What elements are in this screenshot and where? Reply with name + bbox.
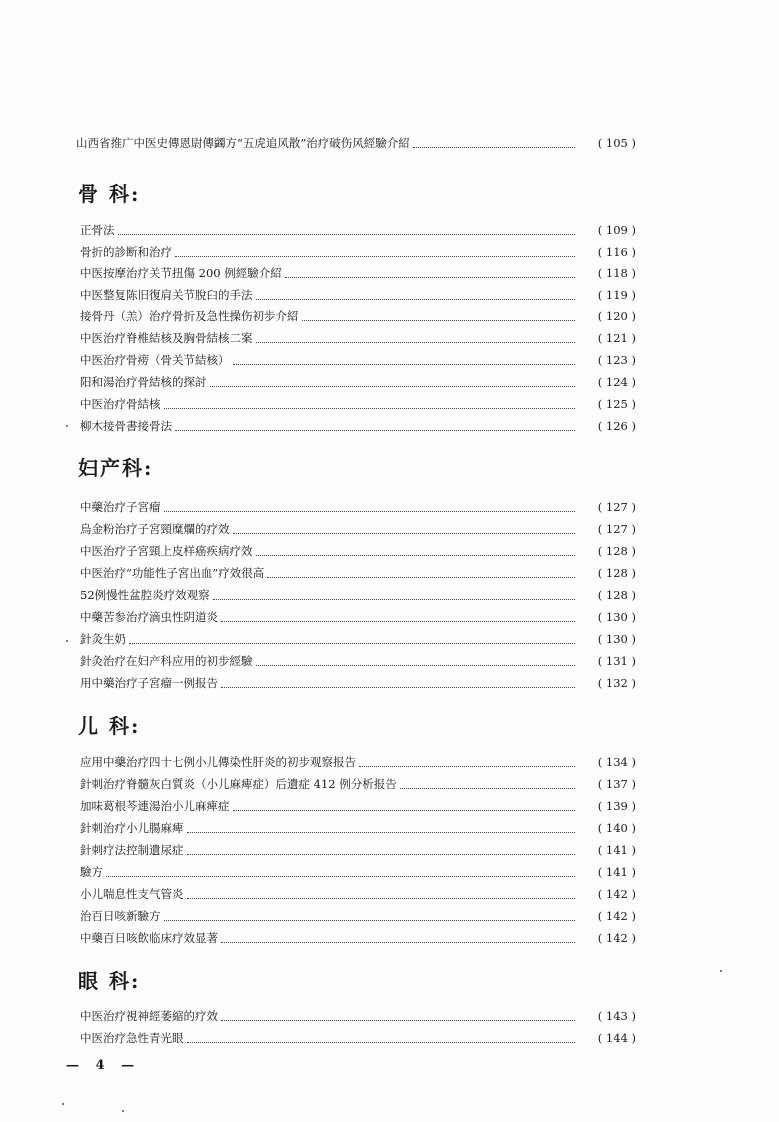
leader-dots bbox=[233, 364, 576, 365]
toc-entry bbox=[80, 350, 636, 370]
toc-entry bbox=[80, 394, 636, 414]
entry-title: 中藥苦参治疗滴虫性阴道炎 bbox=[80, 610, 218, 624]
entry-page: ( 142 ) bbox=[597, 909, 636, 923]
entry-title: 中医治疗骨痨（骨关节結核） bbox=[80, 353, 230, 367]
leader-dots bbox=[233, 810, 576, 811]
scan-speck bbox=[66, 640, 68, 642]
entry-page: ( 105 ) bbox=[597, 136, 636, 150]
toc-entry bbox=[80, 752, 636, 772]
toc-entry bbox=[80, 651, 636, 671]
toc-entry bbox=[80, 563, 636, 583]
toc-entry bbox=[80, 774, 636, 794]
toc-entry bbox=[80, 862, 636, 882]
entry-title: 中医治疗“功能性子宮出血”疗效很高 bbox=[80, 566, 265, 580]
leader-dots bbox=[187, 898, 576, 899]
entry-title: 柳木接骨書接骨法 bbox=[80, 419, 172, 433]
entry-title: 山西省推广中医史傳恩尉傳蠲方“五虎追风散”治疗破伤风經驗介紹 bbox=[76, 136, 410, 150]
entry-title: 針灸生奶 bbox=[80, 632, 126, 646]
entry-page: ( 116 ) bbox=[597, 245, 636, 259]
entry-page: ( 123 ) bbox=[597, 353, 636, 367]
leader-dots bbox=[118, 234, 576, 235]
entry-page: ( 118 ) bbox=[597, 266, 636, 280]
entry-page: ( 131 ) bbox=[597, 654, 636, 668]
entry-page: ( 144 ) bbox=[597, 1031, 636, 1045]
toc-entry bbox=[80, 497, 636, 517]
toc-entry bbox=[80, 673, 636, 693]
entry-page: ( 143 ) bbox=[597, 1009, 636, 1023]
toc-entry bbox=[76, 133, 636, 153]
entry-page: ( 132 ) bbox=[597, 676, 636, 690]
section-heading-orthopedics: 骨 科: bbox=[78, 182, 141, 206]
entry-page: ( 141 ) bbox=[597, 865, 636, 879]
leader-dots bbox=[221, 1020, 575, 1021]
entry-title: 烏金粉治疗子宮頸糜爛的疗效 bbox=[80, 522, 230, 536]
leader-dots bbox=[302, 320, 576, 321]
toc-entry bbox=[80, 416, 636, 436]
entry-page: ( 127 ) bbox=[597, 522, 636, 536]
entry-page: ( 119 ) bbox=[597, 288, 636, 302]
entry-page: ( 142 ) bbox=[597, 931, 636, 945]
entry-title: 中藥百日咳飲临床疗效显著 bbox=[80, 931, 218, 945]
leader-dots bbox=[256, 555, 576, 556]
leader-dots bbox=[400, 788, 575, 789]
entry-page: ( 128 ) bbox=[597, 566, 636, 580]
leader-dots bbox=[129, 643, 575, 644]
toc-entry bbox=[80, 906, 636, 926]
toc-entry bbox=[80, 519, 636, 539]
leader-dots bbox=[221, 621, 575, 622]
entry-page: ( 120 ) bbox=[597, 309, 636, 323]
leader-dots bbox=[175, 430, 575, 431]
entry-page: ( 130 ) bbox=[597, 632, 636, 646]
entry-page: ( 121 ) bbox=[597, 331, 636, 345]
scan-speck bbox=[122, 1110, 124, 1112]
toc-entry bbox=[80, 306, 636, 326]
entry-title: 針刺疗法控制遺尿症 bbox=[80, 843, 184, 857]
leader-dots bbox=[106, 876, 575, 877]
scan-speck bbox=[66, 425, 68, 427]
leader-dots bbox=[256, 342, 576, 343]
leader-dots bbox=[221, 687, 575, 688]
entry-page: ( 141 ) bbox=[597, 843, 636, 857]
toc-entry bbox=[80, 220, 636, 240]
entry-title: 正骨法 bbox=[80, 223, 115, 237]
toc-entry bbox=[80, 884, 636, 904]
scan-speck bbox=[720, 970, 722, 972]
leader-dots bbox=[187, 832, 576, 833]
toc-entry bbox=[80, 818, 636, 838]
entry-page: ( 128 ) bbox=[597, 588, 636, 602]
entry-title: 骨折的診断和治疗 bbox=[80, 245, 172, 259]
entry-page: ( 140 ) bbox=[597, 821, 636, 835]
toc-entry bbox=[80, 629, 636, 649]
entry-title: 52例慢性盆腔炎疗效观察 bbox=[80, 588, 210, 602]
entry-page: ( 142 ) bbox=[597, 887, 636, 901]
toc-entry bbox=[80, 242, 636, 262]
entry-page: ( 127 ) bbox=[597, 500, 636, 514]
entry-title: 加味葛根芩連湯治小儿麻痺症 bbox=[80, 799, 230, 813]
leader-dots bbox=[359, 766, 575, 767]
entry-title: 驗方 bbox=[80, 865, 103, 879]
scan-speck bbox=[62, 1103, 64, 1105]
toc-entry bbox=[80, 285, 636, 305]
entry-page: ( 126 ) bbox=[597, 419, 636, 433]
leader-dots bbox=[233, 533, 576, 534]
toc-entry bbox=[80, 607, 636, 627]
leader-dots bbox=[413, 147, 575, 148]
toc-entry bbox=[80, 263, 636, 283]
leader-dots bbox=[267, 577, 575, 578]
toc-entry bbox=[80, 372, 636, 392]
toc-entry bbox=[80, 928, 636, 948]
entry-page: ( 125 ) bbox=[597, 397, 636, 411]
leader-dots bbox=[164, 920, 576, 921]
entry-title: 中医按摩治疗关节扭傷 200 例經驗介紹 bbox=[80, 266, 282, 280]
entry-title: 中医治疗視神經萎縮的疗效 bbox=[80, 1009, 218, 1023]
entry-title: 針灸治疗在妇产科应用的初步經驗 bbox=[80, 654, 253, 668]
entry-title: 中医治疗骨結核 bbox=[80, 397, 161, 411]
entry-title: 中医整复陈旧復肩关节脫臼的手法 bbox=[80, 288, 253, 302]
entry-page: ( 109 ) bbox=[597, 223, 636, 237]
leader-dots bbox=[213, 599, 575, 600]
leader-dots bbox=[164, 511, 576, 512]
toc-entry bbox=[80, 585, 636, 605]
entry-title: 中医治疗急性青光眼 bbox=[80, 1031, 184, 1045]
toc-entry bbox=[80, 796, 636, 816]
leader-dots bbox=[210, 386, 576, 387]
entry-title: 中医治疗脊椎結核及胸骨結核二案 bbox=[80, 331, 253, 345]
entry-title: 針刺治疗小儿腸麻痺 bbox=[80, 821, 184, 835]
entry-page: ( 124 ) bbox=[597, 375, 636, 389]
entry-page: ( 134 ) bbox=[597, 755, 636, 769]
entry-title: 小儿喘息性支气管炎 bbox=[80, 887, 184, 901]
leader-dots bbox=[285, 277, 575, 278]
entry-page: ( 130 ) bbox=[597, 610, 636, 624]
section-heading-gynecology: 妇产科: bbox=[78, 456, 154, 480]
toc-entry bbox=[80, 541, 636, 561]
toc-entry bbox=[80, 1006, 636, 1026]
entry-title: 治百日咳新驗方 bbox=[80, 909, 161, 923]
leader-dots bbox=[256, 665, 576, 666]
leader-dots bbox=[175, 256, 575, 257]
entry-page: ( 128 ) bbox=[597, 544, 636, 558]
entry-page: ( 137 ) bbox=[597, 777, 636, 791]
entry-title: 中医治疗子宮頸上皮样癌疾病疗效 bbox=[80, 544, 253, 558]
leader-dots bbox=[221, 942, 575, 943]
toc-entry bbox=[80, 840, 636, 860]
section-heading-pediatrics: 儿 科: bbox=[78, 714, 141, 738]
leader-dots bbox=[256, 299, 576, 300]
entry-title: 中藥治疗子宮瘤 bbox=[80, 500, 161, 514]
entry-title: 应用中藥治疗四十七例小儿傳染性肝炎的初步观察报告 bbox=[80, 755, 356, 769]
entry-title: 接骨丹（羔）治疗骨折及急性操伤初步介紹 bbox=[80, 309, 299, 323]
page-number: — 4 — bbox=[66, 1058, 141, 1073]
toc-entry bbox=[80, 328, 636, 348]
entry-title: 針刺治疗脊髓灰白質炎（小儿麻痺症）后遺症 412 例分析报告 bbox=[80, 777, 397, 791]
entry-title: 用中藥治疗子宮瘤一例报告 bbox=[80, 676, 218, 690]
leader-dots bbox=[187, 1042, 576, 1043]
entry-page: ( 139 ) bbox=[597, 799, 636, 813]
leader-dots bbox=[164, 408, 576, 409]
section-heading-ophthalmology: 眼 科: bbox=[78, 969, 141, 993]
toc-entry bbox=[80, 1028, 636, 1048]
entry-title: 阳和湯治疗骨結核的探討 bbox=[80, 375, 207, 389]
leader-dots bbox=[187, 854, 576, 855]
